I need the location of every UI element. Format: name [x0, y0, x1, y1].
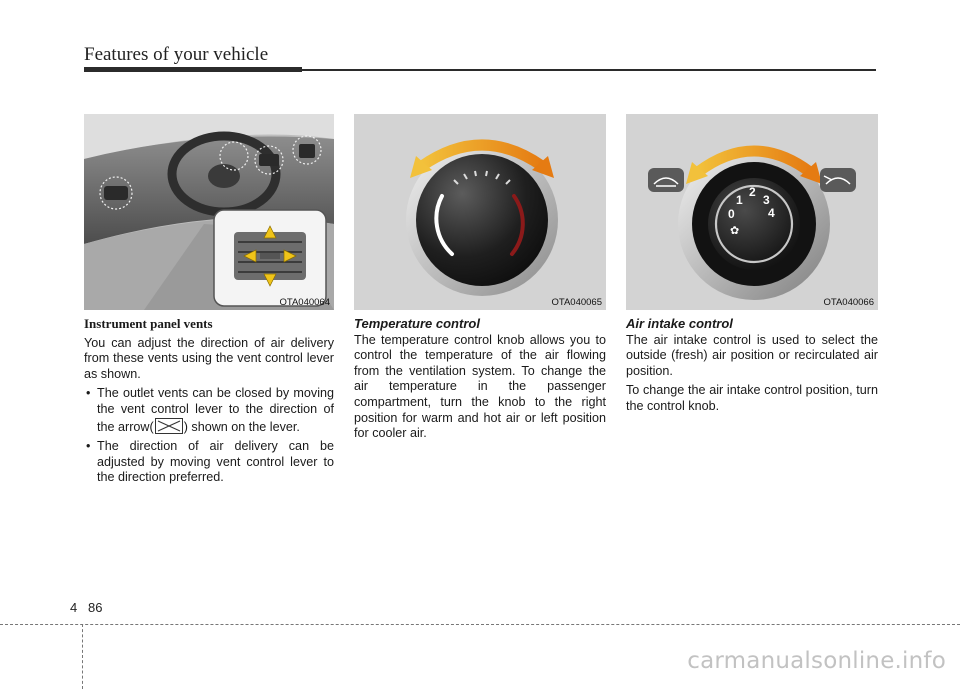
vents-bullet-close-text-b: ) shown on the lever.	[183, 419, 300, 434]
figure-air-intake-knob	[626, 114, 878, 310]
dial-label-two: 2	[749, 185, 756, 199]
figure-temperature-knob	[354, 114, 606, 310]
temperature-knob-illustration	[354, 114, 606, 310]
footer-vertical-rule	[82, 624, 83, 689]
vents-bullet-close-text-a: The outlet vents can be closed by moving the vent control lever to the direction of the arrow(	[97, 386, 334, 434]
dial-label-three: 3	[763, 193, 770, 207]
section-heading-temperature: Temperature control	[354, 316, 480, 331]
fresh-air-icon	[820, 168, 856, 192]
header-rule	[84, 67, 876, 72]
figure-code: OTA040064	[279, 297, 330, 308]
figure-code: OTA040065	[551, 297, 602, 308]
section-heading-intake: Air intake control	[626, 316, 733, 331]
dial-label-zero: 0	[728, 207, 735, 221]
dashboard-illustration	[84, 114, 334, 310]
recirculated-air-icon	[648, 168, 684, 192]
close-arrow-icon	[155, 418, 183, 434]
vents-bullet-direction: • The direction of air delivery can be adjusted by moving vent control lever to the direction preferred.	[84, 439, 334, 486]
dial-label-one: 1	[736, 193, 743, 207]
vents-bullet-close	[84, 386, 334, 435]
figure-instrument-panel-vents	[84, 114, 334, 310]
column-air-intake-control	[626, 316, 878, 419]
vents-intro: You can adjust the direction of air delivery from these vents using the vent control lever as shown.	[84, 335, 334, 381]
page-header-title: Features of your vehicle	[84, 44, 269, 65]
figure-code: OTA040066	[823, 297, 874, 308]
dial-label-four: 4	[768, 206, 775, 220]
chapter-number: 4	[70, 600, 78, 615]
air-intake-knob-illustration	[626, 114, 878, 310]
temperature-body: The temperature control knob allows you to control the temperature of the air flowing from the ventilation system. To change the air temperature in the passenger compartment, turn the knob to the right position for warm and hot air or left position for cooler air.	[354, 332, 606, 441]
footer-rule	[0, 624, 960, 625]
intake-body-2: To change the air intake control position, turn the control knob.	[626, 383, 878, 413]
intake-body-1: The air intake control is used to select the outside (fresh) air position or recirculated air position.	[626, 332, 878, 378]
column-instrument-panel-vents	[84, 316, 334, 490]
column-temperature-control	[354, 316, 606, 446]
watermark: carmanualsonline.info	[687, 648, 946, 674]
page-number: 86	[88, 600, 103, 615]
section-heading-vents: Instrument panel vents	[84, 316, 213, 331]
fan-icon: ✿	[730, 224, 740, 237]
